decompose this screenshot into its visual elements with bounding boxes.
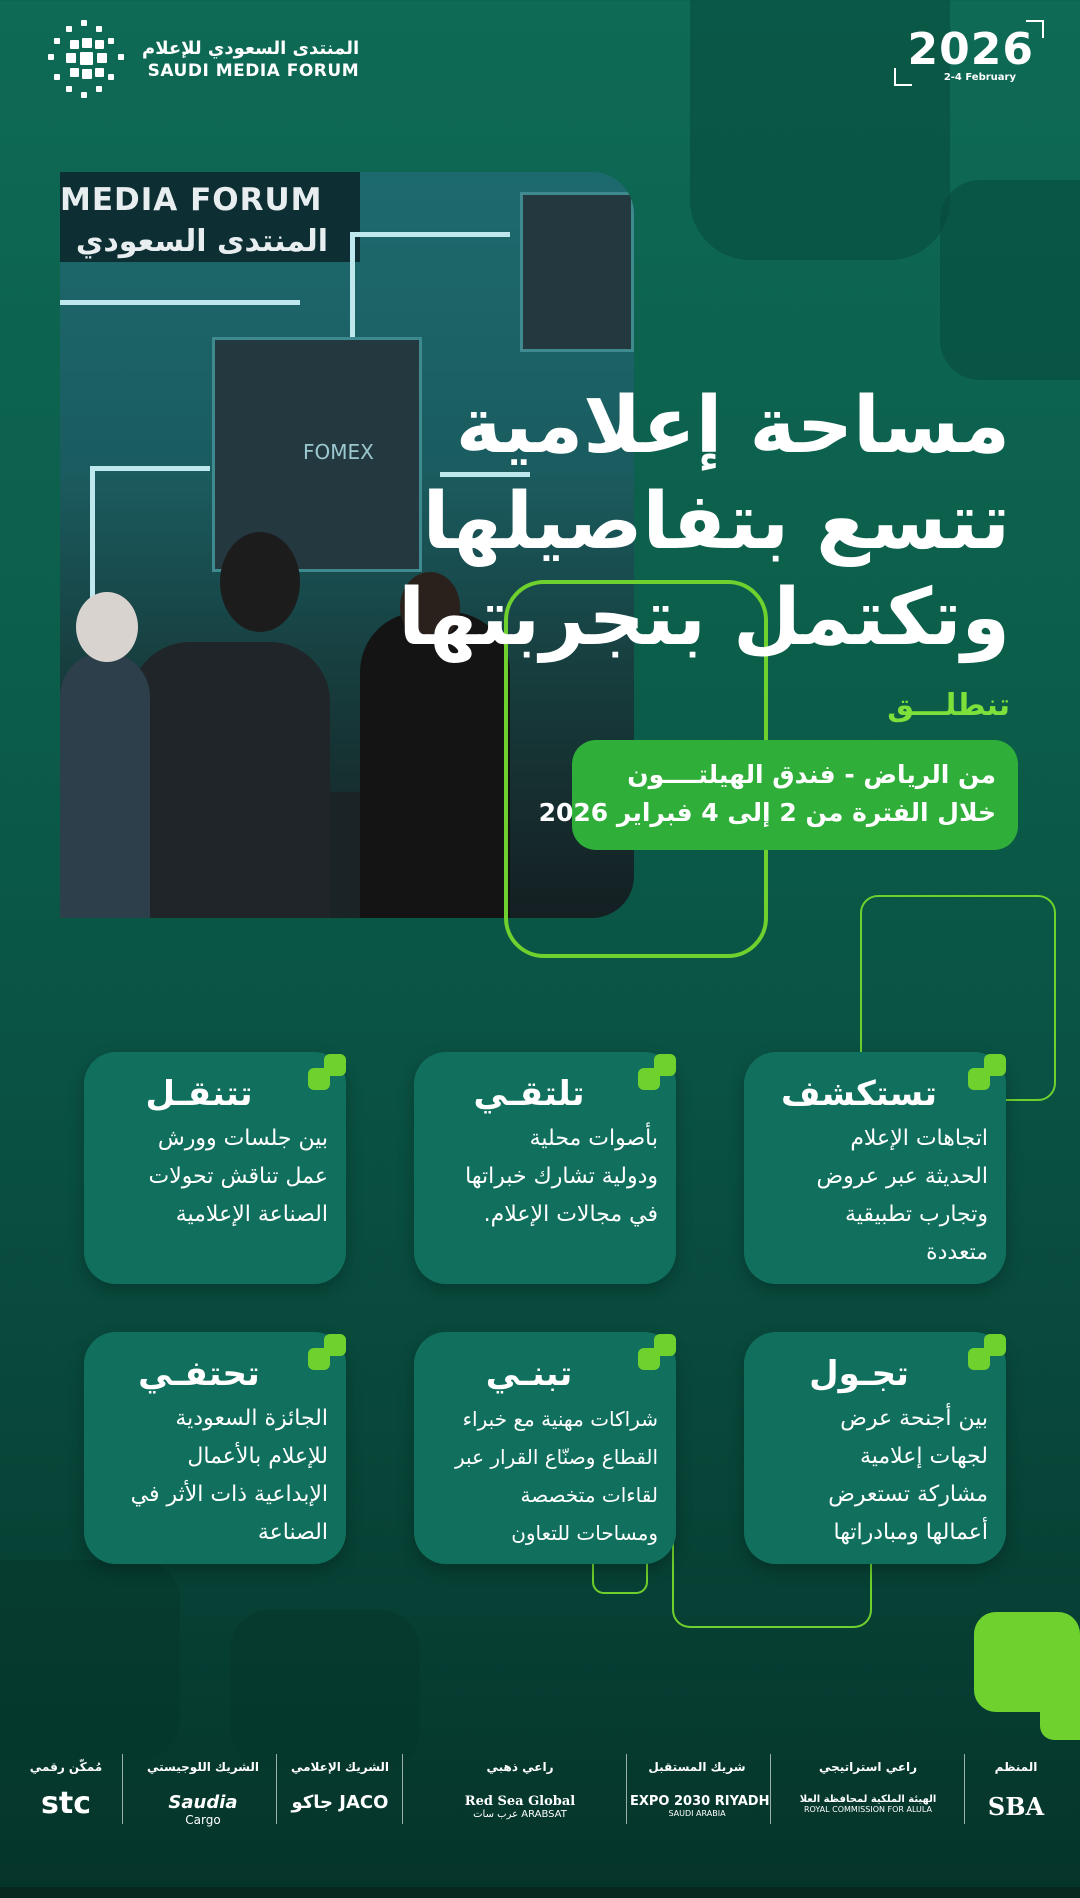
divider xyxy=(402,1754,403,1824)
sponsor-logo: stc xyxy=(41,1786,91,1821)
divider xyxy=(626,1754,627,1824)
feature-card-celebrate xyxy=(84,1332,346,1564)
screen-logo-text: FOMEX xyxy=(303,440,374,464)
decorative-green-square xyxy=(1040,1680,1080,1740)
attendee-figure xyxy=(130,642,330,918)
sponsor-media-partner xyxy=(282,1760,398,1813)
divider xyxy=(122,1754,123,1824)
photo-banner-english: MEDIA FORUM xyxy=(60,182,323,218)
green-square-badge-icon xyxy=(310,1330,350,1370)
dot-grid-logo-icon xyxy=(46,18,128,100)
attendee-head xyxy=(76,592,138,662)
card-title: تحتفـي xyxy=(138,1354,260,1394)
background-shape xyxy=(0,1560,180,1760)
card-title: تتنقـل xyxy=(145,1074,253,1114)
event-location: من الرياض - فندق الهيلتــــون xyxy=(627,760,996,789)
event-year-badge xyxy=(894,20,1044,86)
feature-card-meet xyxy=(414,1052,676,1284)
card-description: شراكات مهنية مع خبراء القطاع وصنّاع القرار عبر لقاءات متخصصة ومساحات للتعاون xyxy=(455,1407,658,1545)
launch-label: تنطلـــق xyxy=(887,688,1010,723)
sponsor-role: مُمكّن رقمي xyxy=(29,1760,103,1774)
card-title: تبنـي xyxy=(485,1354,573,1394)
card-description: اتجاهات الإعلام الحديثة عبر عروض وتجارب تطبيقية متعددة xyxy=(816,1126,988,1265)
green-square-badge-icon xyxy=(970,1330,1010,1370)
display-screen xyxy=(520,192,634,352)
card-description: بأصوات محلية ودولية تشارك خبراتها في مجالات الإعلام. xyxy=(465,1126,658,1227)
sponsor-organizer xyxy=(966,1760,1066,1821)
card-title: تلتقـي xyxy=(473,1074,585,1114)
event-info-box xyxy=(538,740,1018,850)
headline-line-2: تتسع بتفاصيلها xyxy=(422,477,1010,567)
green-square-badge-icon xyxy=(970,1050,1010,1090)
sponsor-role: شريك المستقبل xyxy=(648,1760,746,1774)
sponsor-future-partner xyxy=(630,1760,770,1818)
sponsor-logo: جاكو JACO xyxy=(291,1792,389,1813)
sponsor-strategic xyxy=(780,1760,956,1814)
event-dates: 2-4 February xyxy=(943,72,1016,83)
sponsor-logo-subtext: SAUDI ARABIA xyxy=(668,1809,726,1818)
sponsor-logo: Red Sea Global xyxy=(464,1794,576,1809)
sponsor-logo: الهيئة الملكية لمحافظة العلا xyxy=(799,1794,937,1805)
card-description: الجائزة السعودية للإعلام بالأعمال الإبداعية ذات الأثر في الصناعة xyxy=(130,1406,328,1545)
sponsor-logo-subtext: Cargo xyxy=(185,1813,221,1827)
headline-line-1: مساحة إعلامية xyxy=(455,381,1010,471)
light-strip xyxy=(90,466,210,471)
photo-banner-arabic: المنتدى السعودي xyxy=(75,224,328,259)
attendee-head xyxy=(220,532,300,632)
card-title: تجـول xyxy=(809,1354,909,1394)
feature-card-build xyxy=(414,1332,676,1564)
feature-card-move xyxy=(84,1052,346,1284)
light-strip xyxy=(350,232,355,342)
logo-title-english: SAUDI MEDIA FORUM xyxy=(147,60,360,81)
sponsor-gold xyxy=(420,1760,620,1820)
attendee-figure xyxy=(60,652,150,918)
card-description: بين جلسات وورش عمل تناقش تحولات الصناعة الإعلامية xyxy=(148,1126,328,1227)
divider xyxy=(964,1754,965,1824)
light-strip xyxy=(60,300,300,305)
card-title: تستكشف xyxy=(780,1074,938,1114)
divider xyxy=(770,1754,771,1824)
sponsors-bar xyxy=(0,1750,1080,1898)
event-year: 2026 xyxy=(907,24,1034,75)
sponsor-role: الشريك اللوجيستي xyxy=(147,1760,259,1774)
sponsor-role: المنظم xyxy=(994,1760,1038,1774)
sponsor-logo-subtext: عرب سات ARABSAT xyxy=(473,1809,567,1820)
sponsor-logistics xyxy=(134,1760,272,1827)
divider xyxy=(276,1754,277,1824)
card-description: بين أجنحة عرض لجهات إعلامية مشاركة تستعرض أعمالها ومبادراتها xyxy=(828,1406,988,1545)
background-shape xyxy=(940,180,1080,380)
feature-card-tour xyxy=(744,1332,1006,1564)
sponsor-digital-enabler xyxy=(16,1760,116,1821)
bottom-bar xyxy=(0,1887,1080,1898)
event-period: خلال الفترة من 2 إلى 4 فبراير 2026 xyxy=(538,798,996,827)
forum-logo xyxy=(46,18,359,100)
sponsor-role: راعي ذهبي xyxy=(486,1760,554,1774)
green-square-badge-icon xyxy=(640,1330,680,1370)
sponsor-role: الشريك الإعلامي xyxy=(290,1760,390,1774)
light-strip xyxy=(350,232,510,237)
sponsor-logo: Saudia xyxy=(168,1792,238,1813)
headline-line-3: وتكتمل بتجربتها xyxy=(398,573,1010,663)
headline xyxy=(370,378,1010,666)
feature-card-explore xyxy=(744,1052,1006,1284)
background-shape xyxy=(230,1610,420,1770)
green-square-badge-icon xyxy=(310,1050,350,1090)
green-square-badge-icon xyxy=(640,1050,680,1090)
logo-title-arabic: المنتدى السعودي للإعلام xyxy=(142,37,360,59)
sponsor-logo: EXPO 2030 RIYADH xyxy=(630,1794,770,1809)
sponsor-logo-subtext: ROYAL COMMISSION FOR ALULA xyxy=(803,1805,933,1814)
sponsor-role: راعي استراتيجي xyxy=(818,1760,918,1774)
sponsor-logo: SBA xyxy=(987,1792,1045,1821)
